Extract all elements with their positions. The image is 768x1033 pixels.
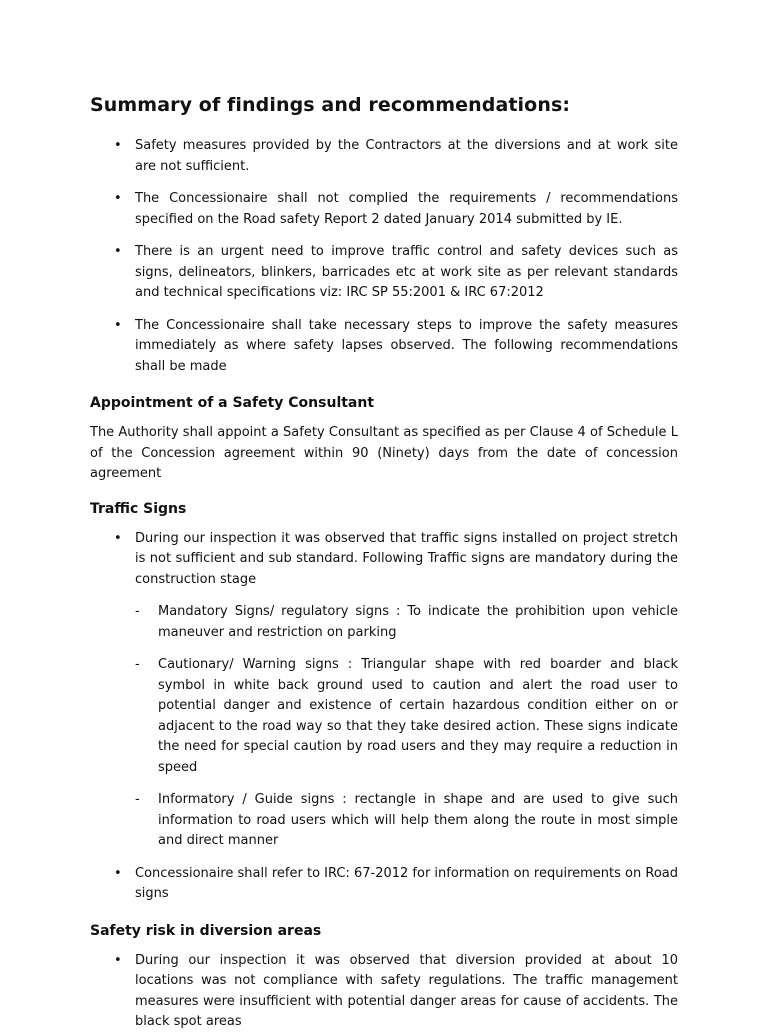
bullet-marker: •	[114, 138, 122, 153]
section-heading-consultant: Appointment of a Safety Consultant	[90, 395, 375, 411]
bullet-marker: •	[114, 952, 122, 968]
dash-marker: -	[135, 657, 140, 672]
list-item	[90, 529, 678, 852]
list-item-text: Concessionaire shall refer to IRC: 67-2012 for information on requirements on Road signs	[135, 865, 678, 901]
bullet-marker: •	[114, 191, 122, 206]
traffic-signs-list	[90, 529, 678, 905]
diversion-list	[90, 951, 678, 1033]
list-item	[90, 136, 678, 177]
list-item-text: During our inspection it was observed that traffic signs installed on project stretch is not sufficient and sub standard. Following Traffic signs are mandatory during the construction stage	[135, 530, 678, 587]
dash-marker: -	[135, 604, 140, 619]
page-title: Summary of findings and recommendations:	[90, 94, 571, 116]
list-item-text: Safety measures provided by the Contractors at the diversions and at work site are not sufficient.	[135, 138, 678, 174]
list-item-text: There is an urgent need to improve traffic control and safety devices such as signs, delineators, blinkers, barricades etc at work site as per relevant standards and technical specifications viz: IRC SP 55:2001 & IRC 67:2012	[135, 244, 678, 300]
sub-list-item-text: Informatory / Guide signs : rectangle in shape and are used to give such information to road users which will help them along the route in most simple and direct manner	[158, 792, 678, 848]
sub-list-item-text: Mandatory Signs/ regulatory signs : To indicate the prohibition upon vehicle maneuver and restriction on parking	[158, 604, 678, 640]
summary-list	[90, 136, 678, 377]
sub-list-item	[135, 790, 678, 852]
dash-marker: -	[135, 792, 140, 807]
sub-list-item	[135, 602, 678, 643]
sub-list-item	[135, 655, 678, 778]
bullet-marker: •	[114, 865, 122, 881]
bullet-marker: •	[114, 244, 122, 259]
sign-types-list	[135, 602, 678, 852]
consultant-paragraph: The Authority shall appoint a Safety Consultant as specified as per Clause 4 of Schedule L of the Concession agreement within 90 (Ninety) days from the date of concession agreement	[90, 425, 678, 481]
list-item-text: The Concessionaire shall not complied the requirements / recommendations specified on the Road safety Report 2 dated January 2014 submitted by IE.	[135, 191, 678, 227]
list-item	[90, 864, 678, 905]
section-heading-traffic-signs: Traffic Signs	[90, 500, 187, 517]
sub-list-item-text: Cautionary/ Warning signs : Triangular shape with red boarder and black symbol in white back ground used to caution and alert the road user to potential danger and existence of certain hazardous condition either on or adjacent to the road way so that they take desired action. These signs indicate the need for special caution by road users and they may require a reduction in speed	[158, 657, 678, 775]
list-item	[90, 951, 678, 1033]
bullet-marker: •	[114, 317, 122, 333]
list-item	[90, 189, 678, 230]
list-item	[90, 242, 678, 304]
list-item	[90, 316, 678, 378]
list-item-text: The Concessionaire shall take necessary steps to improve the safety measures immediately as where safety lapses observed. The following recommendations shall be made	[135, 317, 678, 374]
section-heading-diversion: Safety risk in diversion areas	[90, 922, 322, 939]
bullet-marker: •	[114, 530, 122, 546]
list-item-text: During our inspection it was observed that diversion provided at about 10 locations was not compliance with safety regulations. The traffic management measures were insufficient with potential danger areas for cause of accidents. The black spot areas	[135, 952, 678, 1029]
